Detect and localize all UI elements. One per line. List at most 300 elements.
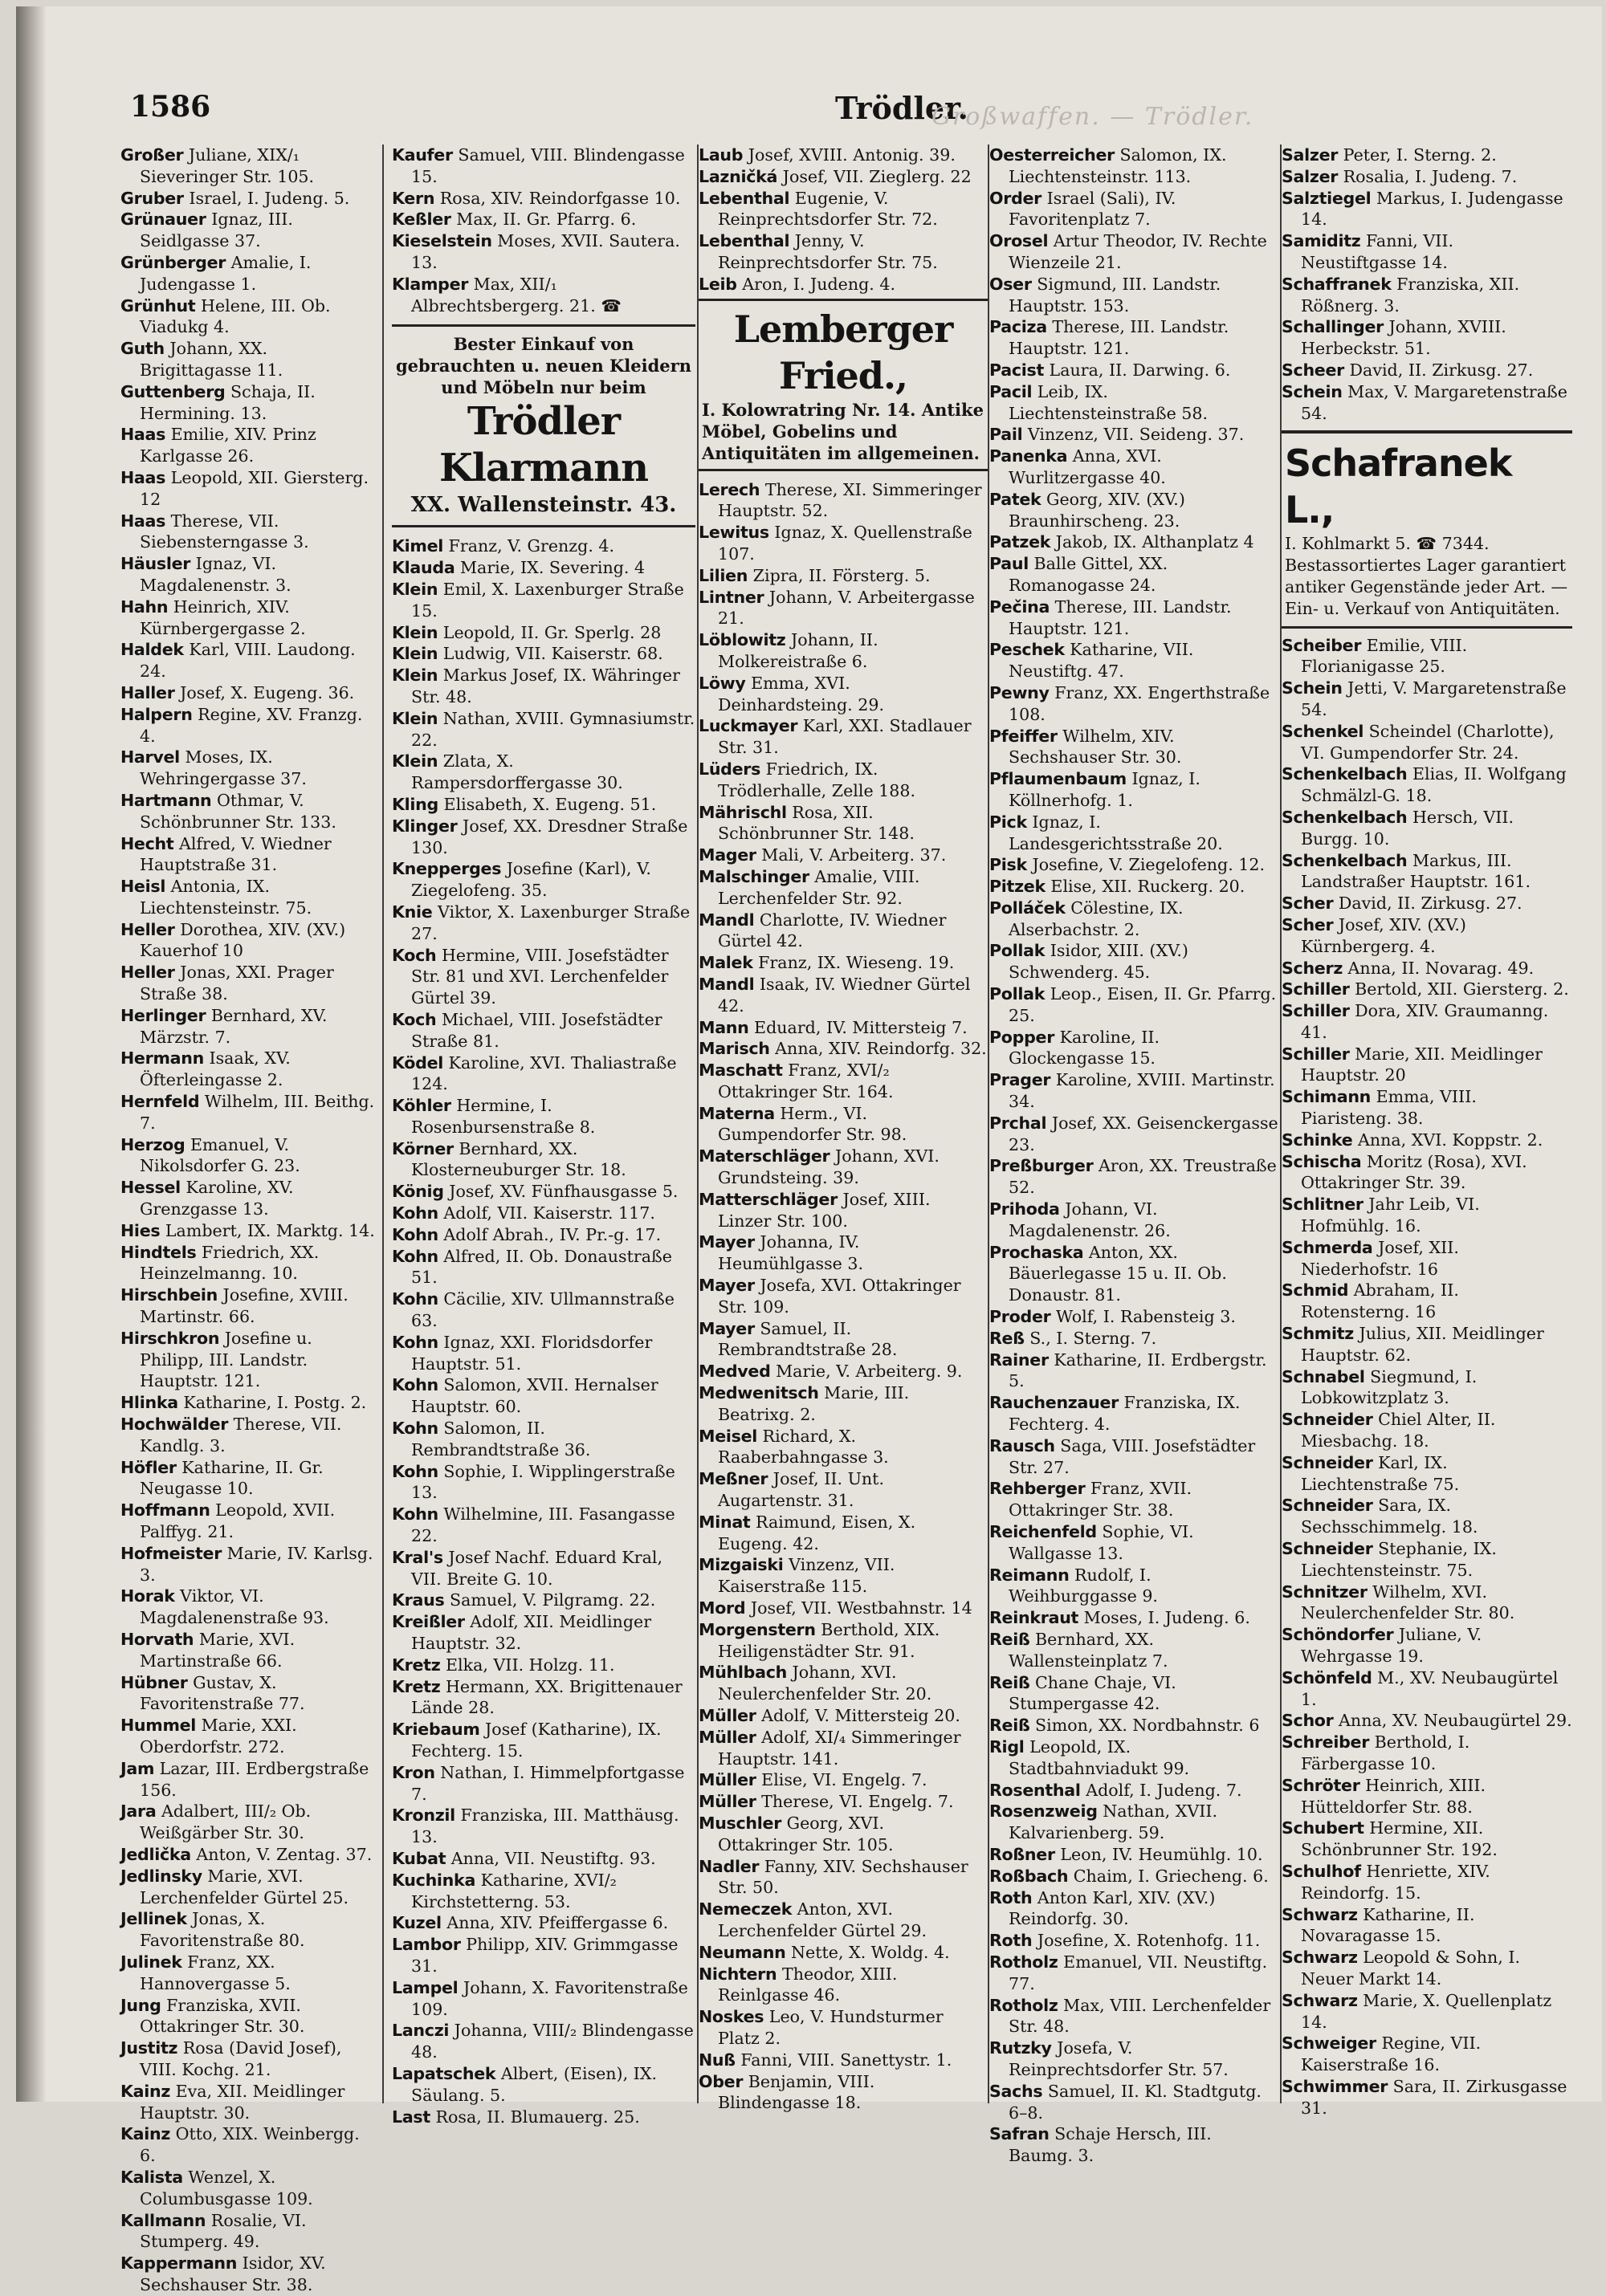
directory-entry (989, 2037, 1280, 2081)
entry-details: Aron, I. Judeng. 4. (736, 274, 896, 294)
entry-surname: Hübner (120, 1672, 188, 1692)
entry-surname: Lampel (392, 1977, 459, 1997)
directory-entry (1282, 1194, 1572, 1237)
entry-surname: Hernfeld (120, 1092, 200, 1112)
directory-entry (699, 673, 988, 716)
entry-details: Jenny, V. Reinprechtsdorfer Str. 75. (718, 231, 938, 272)
entry-surname: Kaufer (392, 145, 453, 165)
entry-surname: Hirschkron (120, 1328, 220, 1348)
entry-details: Vinzenz, VII. Seideng. 37. (1022, 425, 1245, 445)
entry-details: Markus, I. Judengasse 14. (1301, 188, 1563, 230)
directory-entry (989, 1565, 1280, 1608)
entry-surname: Schmerda (1282, 1237, 1373, 1257)
entry-details: Isidor, XV. Sechshauser Str. 38. (140, 2253, 326, 2294)
entry-surname: Materna (699, 1103, 775, 1123)
directory-entry (1282, 316, 1572, 360)
entry-details: Sophie, VI. Wallgasse 13. (1009, 1522, 1194, 1563)
entry-surname: Schein (1282, 678, 1343, 698)
entry-surname: Herzog (120, 1134, 185, 1154)
entry-details: Josefine (Karl), V. Ziegelofeng. 35. (411, 859, 651, 901)
entry-surname: Klamper (392, 274, 469, 294)
directory-entry (120, 1048, 376, 1091)
directory-entry (989, 531, 1280, 553)
entry-details: Josefine, XVIII. Martinstr. 66. (140, 1285, 349, 1327)
entry-surname: Koch (392, 1009, 437, 1029)
entry-surname: Nemeczek (699, 1899, 793, 1919)
entry-surname: Kron (392, 1762, 435, 1782)
entry-details: S., I. Sterng. 7. (1024, 1328, 1157, 1348)
entry-surname: Kohn (392, 1224, 438, 1244)
entry-surname: Malek (699, 953, 753, 973)
entry-details: Balle Gittel, XX. Romanogasse 24. (1009, 554, 1168, 595)
entry-surname: Schneider (1282, 1410, 1373, 1430)
entry-details: Leo, V. Hundsturmer Platz 2. (718, 2007, 944, 2048)
entry-details: Heinrich, XIV. Kürnbergergasse 2. (140, 596, 306, 638)
directory-entry (120, 596, 376, 640)
entry-surname: Lintner (699, 587, 764, 607)
entry-surname: Mayer (699, 1232, 755, 1252)
entry-surname: König (392, 1182, 444, 1202)
directory-entry (120, 790, 376, 833)
directory-entry (699, 1512, 988, 1555)
directory-entry (989, 854, 1280, 876)
entry-details: Julius, XII. Meidlinger Hauptstr. 62. (1301, 1324, 1544, 1365)
entry-surname: Marisch (699, 1039, 770, 1059)
entry-details: Josef, II. Unt. Augartenstr. 31. (718, 1469, 885, 1511)
entry-details: Katharine, I. Postg. 2. (177, 1393, 367, 1413)
entry-details: Jakob, IX. Althanplatz 4 (1050, 532, 1254, 552)
entry-surname: Müller (699, 1706, 756, 1725)
directory-entry (1282, 1775, 1572, 1818)
directory-entry (392, 708, 695, 751)
entry-details: Siegmund, I. Lobkowitzplatz 3. (1301, 1366, 1478, 1408)
entry-surname: Pacil (989, 381, 1033, 401)
entry-details: Franz, V. Grenzg. 4. (443, 536, 615, 556)
directory-entry (1282, 1409, 1572, 1452)
directory-entry (392, 1805, 695, 1848)
directory-entry (392, 1332, 695, 1375)
entry-surname: Schneider (1282, 1496, 1373, 1516)
directory-entry (392, 1912, 695, 1934)
directory-entry (120, 1952, 376, 1995)
entry-surname: Kohn (392, 1504, 438, 1525)
directory-entry (989, 489, 1280, 532)
entry-details: Bernhard, XX. Wallensteinplatz 7. (1009, 1629, 1168, 1671)
directory-entry (120, 1672, 376, 1716)
entry-surname: Nuß (699, 2050, 736, 2070)
entry-details: Marie, X. Quellenplatz 14. (1301, 1990, 1552, 2032)
directory-entry (1282, 807, 1572, 850)
entry-surname: Heisl (120, 877, 166, 897)
directory-entry (1282, 230, 1572, 274)
entry-surname: Schenkelbach (1282, 764, 1408, 784)
entry-details: Johann, XVI. Neulerchenfelder Str. 20. (718, 1663, 932, 1704)
entry-surname: Malschinger (699, 866, 809, 886)
entry-details: Markus, III. Landstraßer Hauptstr. 161. (1301, 850, 1531, 892)
entry-details: Katharine, XVI/₂ Kirchstetterng. 53. (411, 1870, 617, 1911)
directory-entry (120, 188, 376, 210)
entry-details: Marie, XVI. Martinstraße 66. (140, 1629, 296, 1671)
entry-details: Fanni, VIII. Sanettystr. 1. (735, 2050, 952, 2070)
directory-entry (120, 381, 376, 425)
directory-entry (699, 2071, 988, 2115)
entry-surname: Kallmann (120, 2210, 206, 2230)
entry-details: Anna, VII. Neustiftg. 93. (446, 1848, 656, 1868)
entry-details: Gustav, X. Favoritenstraße 77. (140, 1672, 305, 1714)
directory-entry (392, 1977, 695, 2021)
entry-details: Berthold, I. Färbergasse 10. (1301, 1732, 1470, 1773)
entry-details: Johann, XVI. Grundsteing. 39. (718, 1146, 940, 1188)
entry-surname: Müller (699, 1727, 756, 1747)
entry-surname: Pacist (989, 360, 1045, 380)
entry-surname: Schulhof (1282, 1861, 1361, 1881)
entry-details: Wenzel, X. Columbusgasse 109. (140, 2167, 313, 2208)
directory-entry (699, 274, 988, 295)
entry-details: Artur Theodor, IV. Rechte Wienzeile 21. (1009, 231, 1267, 272)
entry-surname: Kainz (120, 2081, 171, 2101)
entry-details: Karl, VIII. Laudong. 24. (140, 640, 356, 682)
entry-details: Salomon, XVII. Hernalser Hauptstr. 60. (411, 1375, 658, 1417)
entry-details: Emilie, XIV. Prinz Karlgasse 26. (140, 425, 316, 466)
entry-surname: Hahn (120, 596, 169, 617)
entry-surname: Schwarz (1282, 1990, 1358, 2010)
entry-details: Anton, V. Zentag. 37. (190, 1844, 373, 1864)
entry-surname: Laub (699, 145, 744, 165)
entry-surname: Pail (989, 425, 1023, 445)
entry-surname: Sachs (989, 2081, 1043, 2101)
directory-entry (120, 704, 376, 747)
entry-details: Alfred, II. Ob. Donaustraße 51. (411, 1246, 672, 1288)
entry-surname: Schwarz (1282, 1948, 1358, 1968)
directory-entry (1282, 1818, 1572, 1861)
entry-details: Katharine, VII. Neustiftg. 47. (1009, 640, 1194, 682)
directory-entry (120, 338, 376, 381)
entry-details: Josef, XIII. Linzer Str. 100. (718, 1189, 931, 1231)
entry-details: Josef, XX. Dresdner Straße 130. (411, 816, 688, 857)
entry-details: Samuel, II. Kl. Stadtgutg. 6–8. (1009, 2081, 1262, 2123)
entry-surname: Hummel (120, 1716, 197, 1736)
entry-details: Leopold, IX. Stadtbahnviadukt 99. (1009, 1736, 1190, 1778)
entry-surname: Kalista (120, 2167, 183, 2187)
ad-business-name: Schafranek L., (1285, 442, 1512, 532)
entry-surname: Morgenstern (699, 1619, 816, 1639)
directory-entry (120, 919, 376, 963)
entry-surname: Proder (989, 1307, 1051, 1327)
directory-entry (392, 1848, 695, 1870)
entry-surname: Oesterreicher (989, 145, 1115, 165)
entry-details: Israel, I. Judeng. 5. (183, 188, 350, 208)
entry-surname: Kubat (392, 1848, 446, 1868)
entry-surname: Mährischl (699, 802, 787, 822)
entry-details: Franziska, III. Matthäusg. 13. (411, 1805, 679, 1847)
entry-details: Hermine, XII. Schönbrunner Str. 192. (1301, 1818, 1498, 1860)
entry-surname: Mord (699, 1598, 746, 1618)
entry-surname: Kuzel (392, 1913, 442, 1933)
entry-details: Moses, I. Judeng. 6. (1078, 1608, 1250, 1628)
entry-details: Vinzenz, VII. Kaiserstraße 115. (718, 1555, 895, 1597)
entry-details: Emanuel, VII. Neustiftg. 77. (1009, 1952, 1268, 1993)
entry-surname: Schlitner (1282, 1195, 1363, 1215)
entry-details: Eduard, IV. Mittersteig 7. (748, 1017, 968, 1037)
directory-entry (120, 2167, 376, 2210)
entry-details: Albert, (Eisen), IX. Säulang. 5. (411, 2063, 658, 2105)
entry-details: Franz, XVI/₂ Ottakringer Str. 164. (718, 1060, 894, 1101)
entry-surname: Jedlinsky (120, 1866, 202, 1886)
entry-surname: Kohn (392, 1461, 438, 1481)
directory-entry (699, 1942, 988, 1964)
entry-details: Franz, XX. Engerthstraße 108. (1009, 682, 1270, 724)
directory-entry (392, 1547, 695, 1590)
entry-details: Wilhelm, III. Beithg. 7. (140, 1092, 375, 1133)
entry-details: Fanny, XIV. Sechshauser Str. 50. (718, 1856, 968, 1898)
ad-text: Bester Einkauf von gebrauchten u. neuen Kleidern und Möbeln nur beim (395, 334, 692, 398)
entry-details: Karoline, XV. Grenzgasse 13. (140, 1178, 294, 1219)
entry-details: Friedrich, IX. Trödlerhalle, Zelle 188. (718, 759, 916, 800)
directory-entry (120, 962, 376, 1005)
entry-details: Wilhelm, XIV. Sechshauser Str. 30. (1009, 726, 1182, 767)
entry-surname: Lewitus (699, 523, 769, 543)
directory-entry (392, 945, 695, 1009)
entry-surname: Hlinka (120, 1393, 178, 1413)
entry-details: Viktor, VI. Magdalenenstraße 93. (140, 1586, 329, 1628)
ad-business-name: Lemberger Fried., (733, 307, 953, 397)
entry-details: Rosalia, I. Judeng. 7. (1338, 166, 1518, 186)
entry-details: Michael, VIII. Josefstädter Straße 81. (411, 1009, 662, 1051)
entry-details: Ludwig, VII. Kaiserstr. 68. (438, 644, 663, 664)
entry-surname: Rausch (989, 1435, 1055, 1455)
directory-entry (120, 2037, 376, 2081)
directory-entry (120, 747, 376, 790)
entry-surname: Kimel (392, 536, 444, 556)
entry-surname: Order (989, 188, 1042, 208)
directory-entry (989, 1435, 1280, 1479)
directory-entry (699, 1060, 988, 1103)
entry-details: Ignaz, XXI. Floridsdorfer Hauptstr. 51. (411, 1332, 653, 1374)
directory-entry (699, 1727, 988, 1770)
entry-details: Leon, IV. Heumühlg. 10. (1054, 1844, 1263, 1864)
entry-surname: Höfler (120, 1457, 177, 1477)
entry-surname: Kretz (392, 1655, 441, 1675)
directory-entry (120, 1758, 376, 1801)
entry-surname: Kohn (392, 1375, 438, 1395)
entry-surname: Schmid (1282, 1280, 1349, 1301)
entry-surname: Schiller (1282, 1001, 1350, 1021)
page-number: 1586 (130, 90, 211, 124)
directory-entry (1282, 1280, 1572, 1323)
directory-entry (392, 1934, 695, 1977)
entry-surname: Grünauer (120, 210, 206, 230)
entry-surname: Hofmeister (120, 1543, 222, 1563)
directory-entry (989, 1478, 1280, 1521)
directory-entry (392, 209, 695, 230)
advertisement (1282, 430, 1572, 628)
entry-details: Josef Nachf. Eduard Kral, VII. Breite G. 10. (411, 1547, 663, 1589)
directory-entry (989, 446, 1280, 489)
directory-entry (1282, 914, 1572, 958)
directory-entry (392, 858, 695, 902)
entry-details: Mali, V. Arbeiterg. 37. (756, 845, 947, 865)
advertisement (392, 324, 695, 527)
column-3 (699, 145, 988, 2113)
entry-surname: Harvel (120, 747, 180, 767)
entry-surname: Popper (989, 1027, 1055, 1047)
entry-surname: Jellinek (120, 1909, 187, 1929)
entry-surname: Minat (699, 1512, 751, 1532)
directory-entry (1282, 1710, 1572, 1732)
directory-entry (699, 1275, 988, 1318)
entry-surname: Müller (699, 1792, 756, 1812)
entry-surname: Kling (392, 794, 438, 814)
directory-entry (392, 1138, 695, 1182)
entry-details: Anton, XVI. Lerchenfelder Gürtel 29. (718, 1899, 927, 1940)
directory-entry (699, 166, 988, 188)
entry-surname: Häusler (120, 554, 191, 574)
directory-entry (1282, 1323, 1572, 1366)
entry-details: Aron, XX. Treustraße 52. (1009, 1156, 1277, 1198)
entry-surname: Rauchenzauer (989, 1393, 1119, 1413)
entry-surname: Kohn (392, 1289, 438, 1309)
entry-details: Benjamin, VIII. Blindengasse 18. (718, 2071, 875, 2113)
column-1 (120, 145, 376, 2294)
directory-entry (699, 230, 988, 274)
entry-details: Franz, IX. Wieseng. 19. (752, 953, 955, 973)
entry-surname: Medwenitsch (699, 1383, 819, 1403)
directory-entry (989, 1113, 1280, 1156)
entry-details: Elisabeth, X. Eugeng. 51. (438, 794, 657, 814)
entry-surname: Patek (989, 489, 1041, 509)
entry-details: Josef, XV. Fünfhausgasse 5. (443, 1182, 679, 1202)
entry-surname: Schröter (1282, 1775, 1360, 1795)
entry-details: Richard, X. Raaberbahngasse 3. (718, 1426, 889, 1468)
entry-details: Emilie, VIII. Florianigasse 25. (1301, 635, 1468, 677)
entry-details: Anna, XV. Neubaugürtel 29. (1333, 1711, 1572, 1731)
entry-details: David, II. Zirkusg. 27. (1344, 360, 1534, 380)
directory-entry (1282, 2076, 1572, 2119)
entry-surname: Reiß (989, 1672, 1030, 1692)
directory-entry (989, 726, 1280, 769)
entry-surname: Hindtels (120, 1242, 197, 1262)
column-divider (382, 145, 384, 2103)
directory-entry (120, 1284, 376, 1328)
directory-entry (699, 2006, 988, 2050)
entry-details: Otto, XIX. Weinbergg. 6. (140, 2124, 360, 2166)
entry-surname: Orosel (989, 231, 1049, 251)
directory-entry (1282, 1861, 1572, 1904)
entry-surname: Schneider (1282, 1452, 1373, 1472)
directory-entry (1282, 678, 1572, 721)
entry-surname: Klinger (392, 816, 458, 836)
entry-details: Sigmund, III. Landstr. Hauptstr. 153. (1009, 274, 1221, 315)
directory-entry (699, 910, 988, 953)
entry-details: Marie, XVI. Lerchenfelder Gürtel 25. (140, 1866, 349, 1907)
entry-details: Eugenie, V. Reinprechtsdorfer Str. 72. (718, 188, 938, 230)
entry-surname: Guth (120, 339, 165, 359)
entry-surname: Scheiber (1282, 635, 1362, 655)
entry-surname: Grünhut (120, 295, 196, 315)
entry-details: Adolf Abrah., IV. Pr.-g. 17. (438, 1224, 662, 1244)
entry-surname: Scheer (1282, 360, 1344, 380)
directory-entry (1282, 360, 1572, 381)
entry-surname: Jam (120, 1758, 155, 1778)
directory-entry (699, 522, 988, 565)
entry-details: Franziska, IX. Fechterg. 4. (1009, 1393, 1241, 1435)
entry-details: Wilhelm, XVI. Neulerchenfelder Str. 80. (1301, 1582, 1515, 1623)
directory-entry (989, 1306, 1280, 1328)
entry-surname: Rosenzweig (989, 1801, 1098, 1822)
entry-details: Johann, II. Molkereistraße 6. (718, 630, 878, 671)
entry-surname: Scher (1282, 894, 1334, 914)
running-head: Trödler. (835, 90, 968, 126)
entry-surname: Lebenthal (699, 231, 790, 251)
directory-entry (989, 1736, 1280, 1780)
directory-entry (392, 1181, 695, 1203)
entry-details: Sophie, I. Wipplingerstraße 13. (411, 1461, 675, 1503)
entry-surname: Leib (699, 274, 737, 294)
directory-entry (392, 1288, 695, 1332)
entry-surname: Schenkelbach (1282, 807, 1408, 827)
directory-entry (989, 1629, 1280, 1672)
directory-entry (392, 230, 695, 274)
entry-surname: Reichenfeld (989, 1522, 1097, 1541)
entry-details: Anton Karl, XIV. (XV.) Reindorfg. 30. (1009, 1887, 1216, 1929)
entry-surname: Pollak (989, 941, 1046, 961)
entry-details: Saga, VIII. Josefstädter Str. 27. (1009, 1435, 1256, 1477)
entry-surname: Pitzek (989, 877, 1046, 897)
entry-details: Charlotte, IV. Wiedner Gürtel 42. (718, 910, 947, 951)
entry-surname: Großer (120, 145, 184, 165)
entry-surname: Schallinger (1282, 317, 1384, 337)
directory-entry (120, 1543, 376, 1586)
entry-details: Franz, XVII. Ottakringer Str. 38. (1009, 1479, 1192, 1520)
entry-details: Juliane, XIX/₁ Sieveringer Str. 105. (140, 145, 315, 186)
entry-surname: Lambor (392, 1935, 461, 1955)
directory-entry (989, 1780, 1280, 1801)
directory-entry (120, 1500, 376, 1543)
entry-surname: Prager (989, 1070, 1051, 1090)
entry-details: Peter, I. Sterng. 2. (1338, 145, 1497, 165)
entry-details: Josef, X. Eugeng. 36. (174, 682, 355, 702)
entry-details: Anton, XX. Bäuerlegasse 15 u. II. Ob. Donaustr. 81. (1009, 1242, 1227, 1305)
directory-entry (699, 629, 988, 673)
entry-details: Josef (Katharine), IX. Fechterg. 15. (411, 1720, 662, 1761)
entry-surname: Kral's (392, 1547, 443, 1567)
directory-entry (392, 751, 695, 794)
directory-entry (699, 2050, 988, 2071)
ad-address: XX. Wallensteinstr. 43. (410, 493, 677, 518)
directory-entry (699, 479, 988, 523)
entry-surname: Kieselstein (392, 231, 492, 251)
entry-surname: Haas (120, 511, 166, 531)
entry-surname: Schnabel (1282, 1366, 1365, 1386)
entry-details: Rudolf, I. Weihburggasse 9. (1009, 1565, 1158, 1606)
directory-entry (392, 1870, 695, 1913)
entry-details: Theodor, XIII. Reinlgasse 46. (718, 1964, 898, 2005)
directory-entry (1282, 635, 1572, 678)
entry-surname: Koch (392, 945, 437, 965)
directory-entry (1282, 1732, 1572, 1775)
directory-entry (392, 643, 695, 665)
entry-surname: Nadler (699, 1856, 760, 1876)
directory-entry (392, 1052, 695, 1096)
entry-surname: Scherz (1282, 958, 1343, 978)
entry-details: Johann, VI. Magdalenenstr. 26. (1009, 1199, 1171, 1240)
entry-details: Johanna, IV. Heumühlgasse 3. (718, 1232, 864, 1274)
entry-surname: Mager (699, 845, 756, 865)
directory-entry (392, 1762, 695, 1805)
directory-entry (120, 145, 376, 188)
directory-entry (699, 1769, 988, 1791)
entry-details: Salomon, IX. Liechtensteinstr. 113. (1009, 145, 1227, 186)
